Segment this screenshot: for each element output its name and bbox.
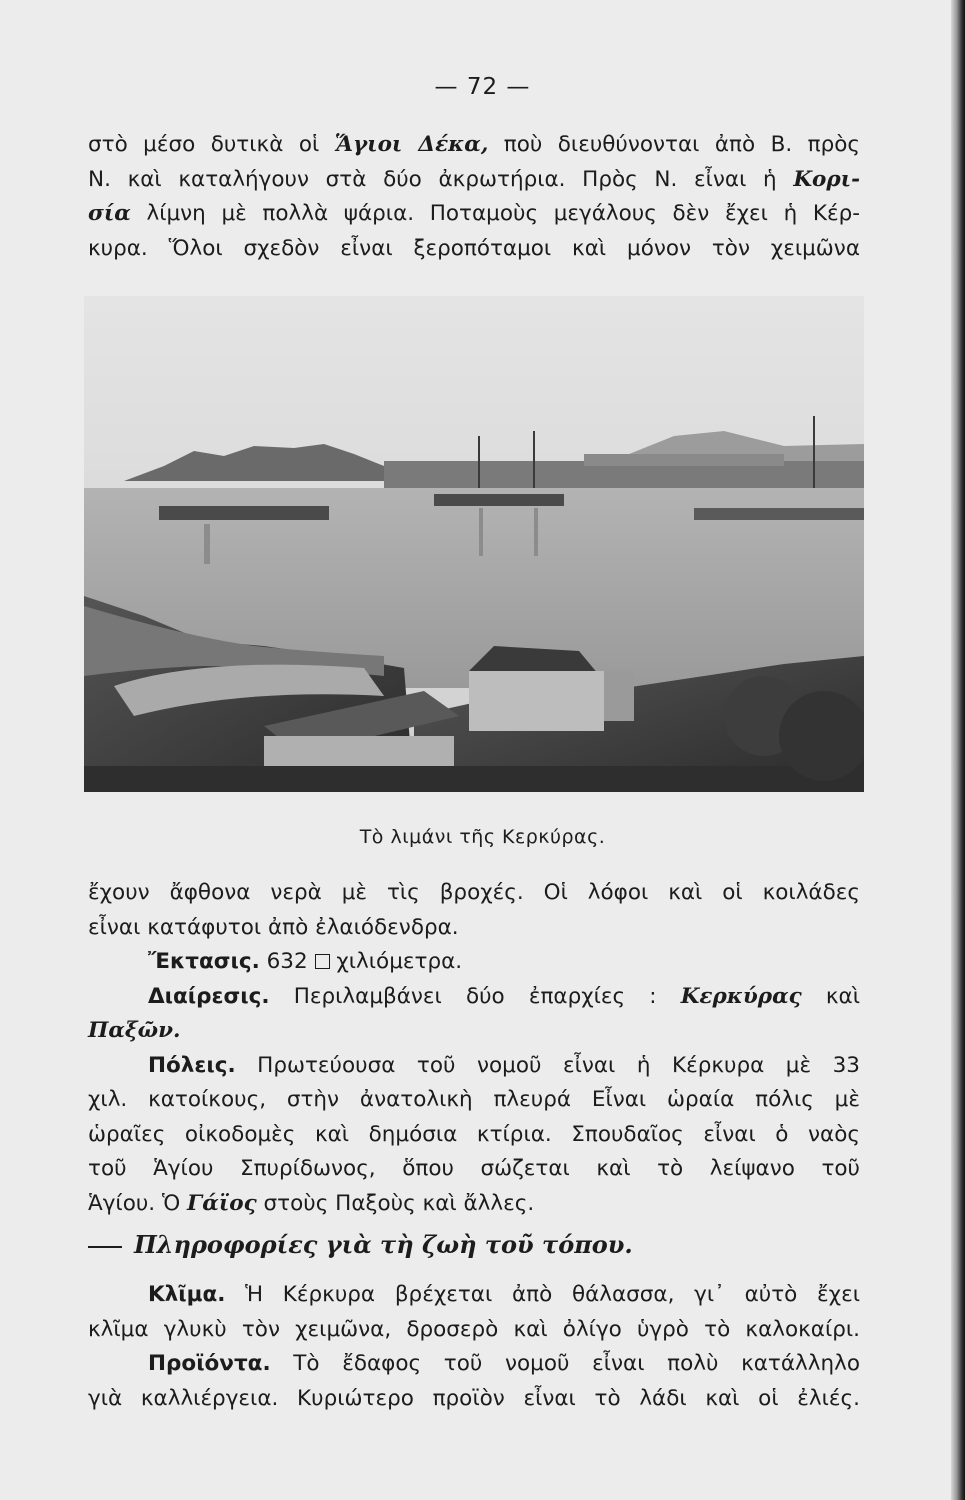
place-korisia: Κορι-: [793, 166, 860, 192]
diairesis-label: Διαίρεσις.: [148, 983, 270, 1009]
text-line: στὸ μέσο δυτικὰ οἱ Ἅγιοι Δέκα, ποὺ διευθύνονται ἀπὸ Β. πρὸς: [88, 132, 861, 157]
klima-label: Κλῖμα.: [148, 1282, 226, 1307]
place-agioi-deka: Ἅγιοι Δέκα,: [334, 132, 489, 157]
text-line: χιλ. κατοίκους, στὴν ἀνατολικὴ πλευρά Εἶναι ὡραία πόλις μὲ: [88, 1087, 860, 1112]
harbour-photo: [84, 296, 864, 792]
text-line: κυρα. Ὅλοι σχεδὸν εἶναι ξεροπόταμοι καὶ μόνον τὸν χειμῶνα: [88, 235, 860, 261]
text-line: Ἁγίου. Ὁ Γάϊος στοὺς Παξοὺς καὶ ἄλλες.: [88, 1190, 535, 1216]
ektasis-label: Ἔκτασις.: [148, 949, 260, 974]
text-line: τοῦ Ἁγίου Σπυρίδωνος, ὅπου σώζεται καὶ τὸ λείψανο τοῦ: [88, 1156, 860, 1181]
section-heading: Πληροφορίες γιὰ τὴ ζωὴ τοῦ τόπου.: [88, 1230, 860, 1259]
climate-products-paragraphs: [88, 1278, 860, 1416]
page-number: — 72 —: [434, 74, 531, 100]
text-line: εἶναι κατάφυτοι ἀπὸ ἐλαιόδενδρα.: [88, 914, 459, 940]
proionta-line: Προϊόντα. Τὸ ἔδαφος τοῦ νομοῦ εἶναι πολὺ κατάλληλο: [148, 1351, 860, 1376]
main-paragraphs: [88, 876, 860, 1221]
square-symbol-icon: [315, 954, 330, 969]
text-line: Παξῶν.: [88, 1018, 181, 1043]
intro-paragraph: [88, 128, 860, 266]
poleis-line: Πόλεις. Πρωτεύουσα τοῦ νομοῦ εἶναι ἡ Κέρκυρα μὲ 33: [148, 1052, 860, 1078]
text-line: ἔχουν ἄφθονα νερὰ μὲ τὶς βροχές. Οἱ λόφοι καὶ οἱ κοιλάδες: [88, 880, 860, 905]
text-line: κλῖμα γλυκὺ τὸν χειμῶνα, δροσερὸ καὶ ὀλίγο ὑγρὸ τὸ καλοκαίρι.: [88, 1316, 860, 1342]
photo-caption: Τὸ λιμάνι τῆς Κερκύρας.: [359, 826, 606, 848]
text-line: σία λίμνη μὲ πολλὰ ψάρια. Ποταμοὺς μεγάλους δὲν ἔχει ἡ Κέρ-: [88, 201, 860, 226]
text-line: ὡραῖες οἰκοδομὲς καὶ δημόσια κτίρια. Σπουδαῖος εἶναι ὁ ναὸς: [88, 1121, 860, 1147]
harbour-photo-illustration: [84, 296, 864, 792]
diairesis-line: Διαίρεσις. Περιλαμβάνει δύο ἐπαρχίες : Κερκύρας καὶ: [148, 983, 860, 1009]
book-spine-shadow: [951, 0, 965, 1500]
proionta-label: Προϊόντα.: [148, 1351, 271, 1376]
ektasis-line: Ἔκτασις. 632 χιλιόμετρα.: [148, 949, 463, 974]
text-line: Ν. καὶ καταλήγουν στὰ δύο ἀκρωτήρια. Πρὸς Ν. εἶναι ἡ Κορι-: [88, 166, 860, 192]
klima-line: Κλῖμα. Ἡ Κέρκυρα βρέχεται ἀπὸ θάλασσα, γι᾽ αὐτὸ ἔχει: [148, 1282, 860, 1307]
heading-dash: [88, 1246, 122, 1248]
poleis-label: Πόλεις.: [148, 1052, 236, 1078]
text-line: γιὰ καλλιέργεια. Κυριώτερο προϊὸν εἶναι τὸ λάδι καὶ οἱ ἐλιές.: [88, 1385, 860, 1411]
